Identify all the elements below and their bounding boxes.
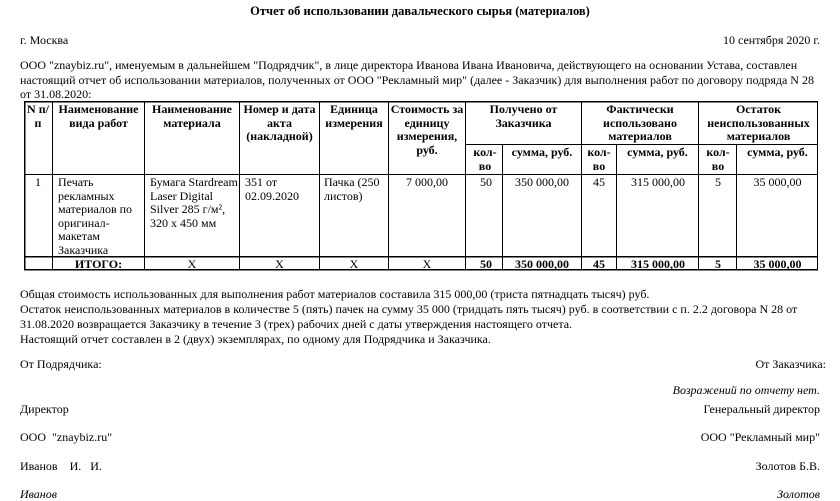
- header-material: Наименование материала: [152, 102, 232, 130]
- customer-org: ООО "Рекламный мир": [700, 430, 820, 444]
- contractor-signature: Иванов: [20, 487, 57, 501]
- header-rest-sum: сумма, руб.: [747, 145, 808, 159]
- total-label: ИТОГО:: [74, 257, 123, 271]
- total-received-sum: 350 000,00: [515, 257, 569, 271]
- customer-position: Генеральный директор: [703, 402, 820, 416]
- document-title: Отчет об использовании давальческого сырья (материалов): [250, 4, 590, 18]
- city: г. Москва: [20, 33, 69, 47]
- header-unit: Единица измерения: [325, 102, 383, 130]
- contractor-org: ООО "znaybiz.ru": [20, 430, 113, 444]
- total-x-unit: Х: [349, 257, 359, 271]
- contractor-header: От Подрядчика:: [20, 357, 102, 371]
- header-num: N п/п: [27, 102, 49, 130]
- summary-line-2: Остаток неиспользованных материалов в количестве 5 (пять) пачек на сумму 35 000 (тридцать пять тысяч) руб. в соответствии с п. 2.2 договора N 28 от: [20, 302, 798, 316]
- total-rest-sum: 35 000,00: [753, 257, 802, 271]
- header-work: Наименование вида работ: [58, 102, 139, 130]
- customer-header: От Заказчика:: [755, 357, 826, 371]
- total-received-qty: 50: [480, 257, 492, 271]
- total-rest-qty: 5: [715, 257, 721, 271]
- row-rest-qty: 5: [715, 175, 721, 189]
- contractor-position: Директор: [20, 402, 69, 416]
- row-act: 351 от 02.09.2020: [245, 175, 299, 203]
- header-price: Стоимость за единицу измерения, руб.: [390, 102, 464, 157]
- row-unit: Пачка (250 листов): [324, 175, 380, 203]
- total-x-material: Х: [187, 257, 197, 271]
- customer-signature: Золотов: [777, 487, 820, 501]
- header-used-qty: кол-во: [587, 145, 611, 173]
- total-x-price: Х: [422, 257, 432, 271]
- contractor-name: Иванов И. И.: [20, 459, 102, 473]
- no-objections-note: Возражений по отчету нет.: [672, 383, 820, 397]
- header-rest-qty: кол-во: [706, 145, 730, 173]
- customer-name: Золотов Б.В.: [755, 459, 820, 473]
- materials-table: [24, 101, 818, 271]
- header-received-sum: сумма, руб.: [511, 145, 573, 159]
- header-used-sum: сумма, руб.: [627, 145, 688, 159]
- intro-paragraph: ООО "znaybiz.ru", именуемым в дальнейшем "Подрядчик", в лице директора Иванова Ивана Ивановича, действующего на основании Устава, составлен настоящий отчет об использовании материалов, полученных от ООО "Рекламный мир" (далее - Заказчик) для выполнения работ по договору подряда N 28 от 31.08.2020:: [20, 58, 814, 101]
- summary-line-4: Настоящий отчет составлен в 2 (двух) экземплярах, по одному для Подрядчика и Заказчика.: [20, 332, 491, 346]
- header-act: Номер и дата акта (накладной): [243, 102, 316, 143]
- row-num: 1: [35, 175, 41, 189]
- header-used: Фактически использовано материалов: [603, 102, 677, 143]
- row-received-sum: 350 000,00: [515, 175, 569, 189]
- header-received-qty: кол-во: [473, 145, 497, 173]
- header-rest: Остаток неиспользованных материалов: [707, 102, 810, 143]
- row-material: Бумага Stardream Laser Digital Silver 285 г/м², 320 x 450 мм: [150, 175, 238, 230]
- row-received-qty: 50: [480, 175, 492, 189]
- row-work: Печать рекламных материалов по оригинал-макетам Заказчика: [58, 175, 133, 257]
- total-used-qty: 45: [593, 257, 605, 271]
- row-used-sum: 315 000,00: [631, 175, 685, 189]
- total-used-sum: 315 000,00: [631, 257, 685, 271]
- header-received: Получено от Заказчика: [489, 102, 558, 130]
- summary-line-1: Общая стоимость использованных для выполнения работ материалов составила 315 000,00 (триста пятнадцать тысяч) руб.: [20, 287, 650, 301]
- document-date: 10 сентября 2020 г.: [722, 33, 820, 47]
- summary-line-3: 31.08.2020 возвращается Заказчику в течение 3 (трех) рабочих дней с даты утверждения настоящего отчета.: [20, 317, 573, 331]
- row-rest-sum: 35 000,00: [753, 175, 802, 189]
- row-used-qty: 45: [593, 175, 605, 189]
- total-x-act: Х: [275, 257, 284, 271]
- row-price: 7 000,00: [406, 175, 448, 189]
